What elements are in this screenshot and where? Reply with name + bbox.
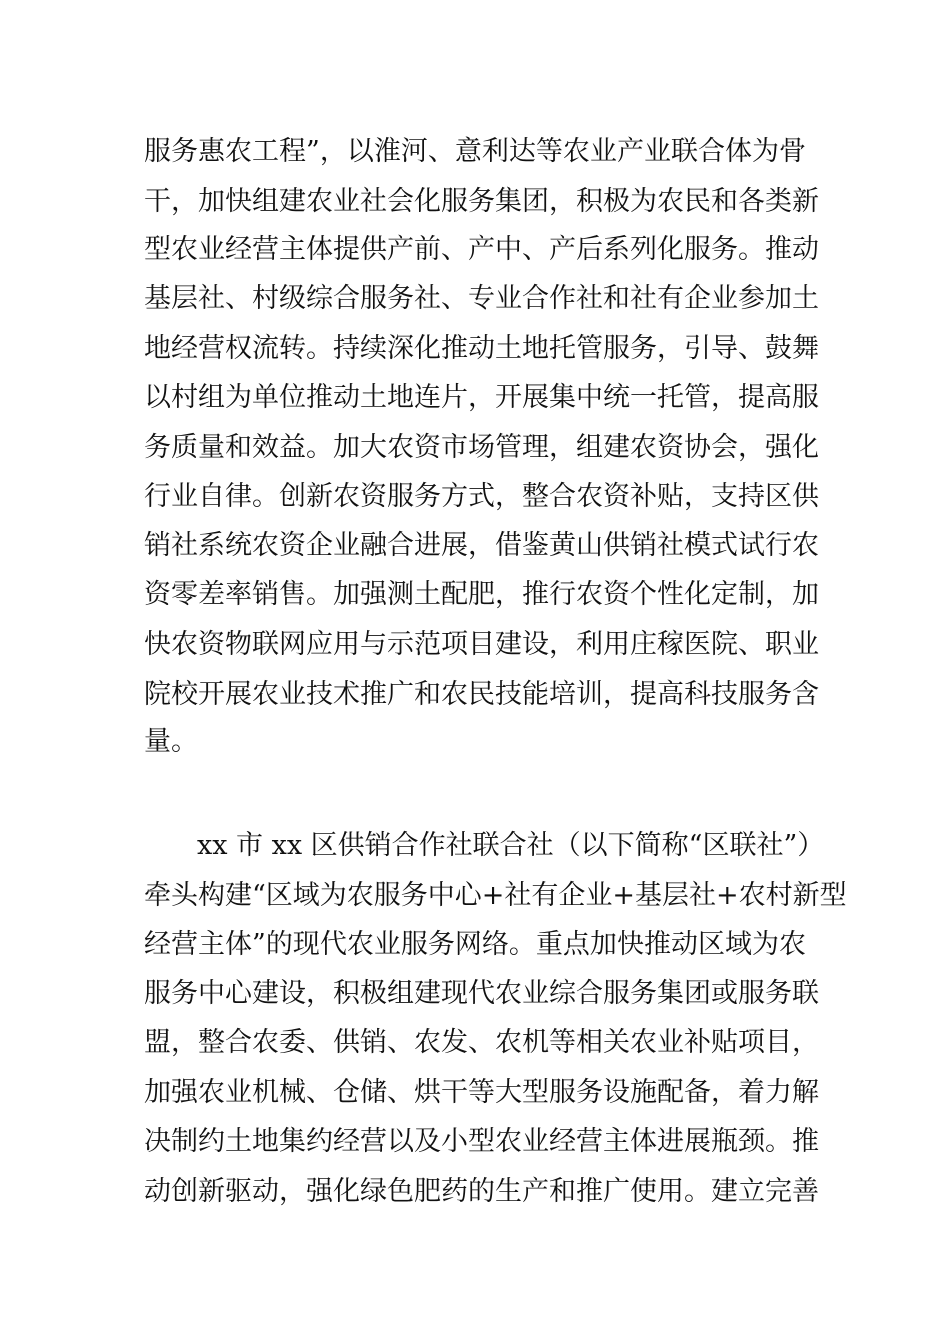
paragraph-line: 量。: [144, 726, 198, 757]
paragraph-line: 决制约土地集约经营以及小型农业经营主体进展瓶颈。推: [144, 1126, 819, 1157]
paragraph-line: 经营主体”的现代农业服务网络。重点加快推动区域为农: [144, 929, 806, 960]
paragraph-line: 型农业经营主体提供产前、产中、产后系列化服务。推动: [144, 234, 819, 265]
paragraph-line: 基层社、村级综合服务社、专业合作社和社有企业参加土: [144, 283, 819, 314]
paragraph-line: 干，加快组建农业社会化服务集团，积极为农民和各类新: [144, 186, 819, 217]
paragraph-line: 院校开展农业技术推广和农民技能培训，提高科技服务含: [144, 679, 819, 710]
paragraph-line: 销社系统农资企业融合进展，借鉴黄山供销社模式试行农: [144, 530, 819, 561]
paragraph-line: 服务惠农工程”，以淮河、意利达等农业产业联合体为骨: [144, 136, 806, 167]
paragraph-line: 快农资物联网应用与示范项目建设，利用庄稼医院、职业: [144, 629, 819, 660]
paragraph-line: 务质量和效益。加大农资市场管理，组建农资协会，强化: [144, 432, 819, 463]
paragraph-line: 以村组为单位推动土地连片，开展集中统一托管，提高服: [144, 382, 819, 413]
paragraph-line: 加强农业机械、仓储、烘干等大型服务设施配备，着力解: [144, 1077, 819, 1108]
paragraph-line: 行业自律。创新农资服务方式，整合农资补贴，支持区供: [144, 481, 819, 512]
paragraph-line: 地经营权流转。持续深化推动土地托管服务，引导、鼓舞: [144, 333, 819, 364]
paragraph-line: 动创新驱动，强化绿色肥药的生产和推广使用。建立完善: [144, 1176, 819, 1207]
paragraph-line: 资零差率销售。加强测土配肥，推行农资个性化定制，加: [144, 579, 819, 610]
paragraph-line: 服务中心建设，积极组建现代农业综合服务集团或服务联: [144, 978, 819, 1009]
paragraph-line: xx 市 xx 区供销合作社联合社（以下简称“区联社”）: [197, 830, 825, 861]
paragraph-line: 牵头构建“区域为农服务中心+社有企业+基层社+农村新型: [144, 880, 847, 911]
paragraph-line: 盟，整合农委、供销、农发、农机等相关农业补贴项目，: [144, 1027, 819, 1058]
